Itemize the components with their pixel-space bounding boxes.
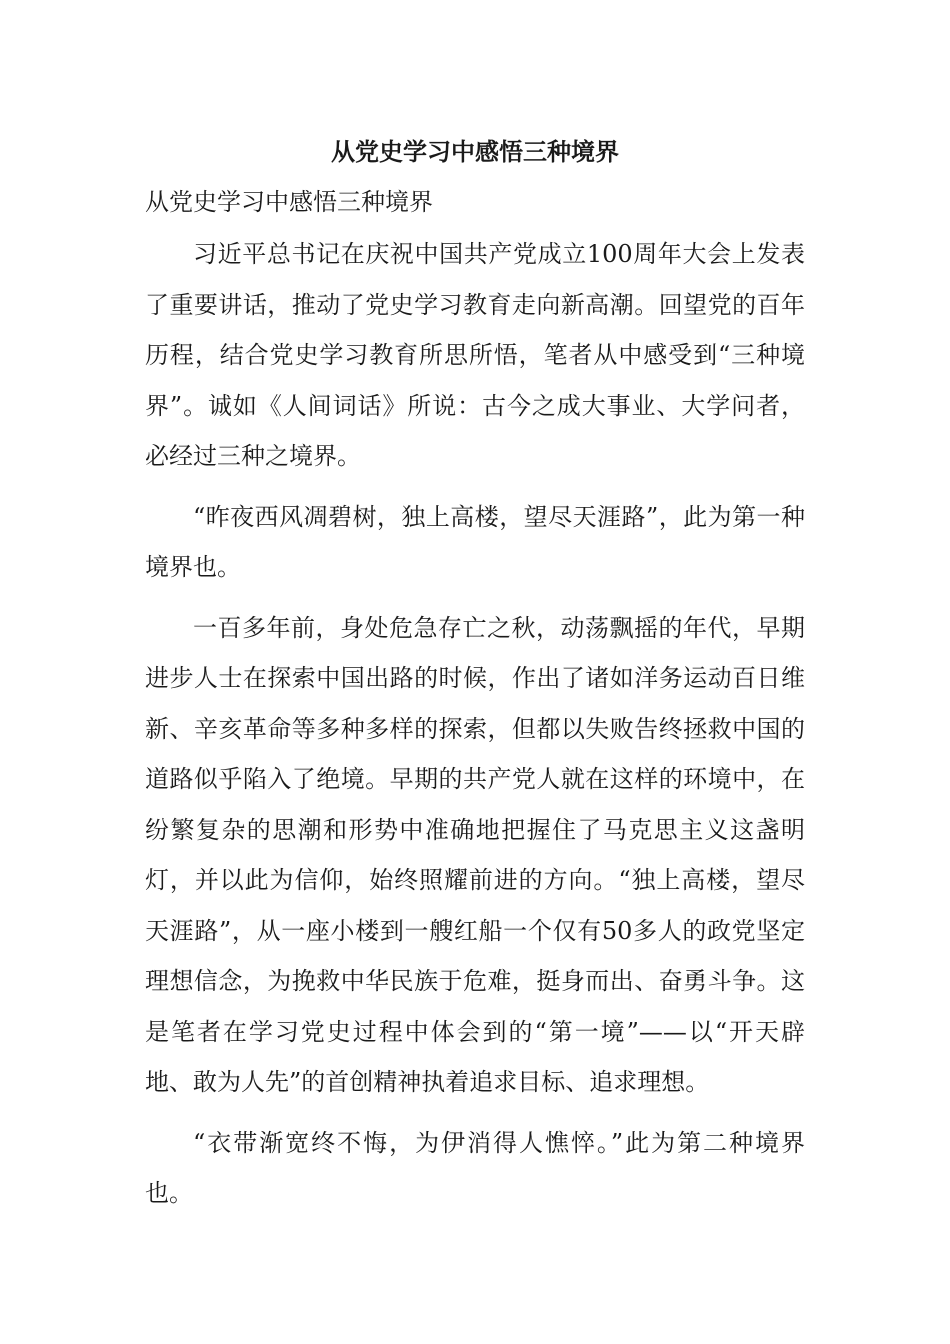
document-page — [145, 133, 805, 1229]
paragraph-4: “衣带渐宽终不悔，为伊消得人憔悴。”此为第二种境界也。 — [145, 1128, 805, 1207]
paragraph-3: 一百多年前，身处危急存亡之秋，动荡飘摇的年代，早期进步人士在探索中国出路的时候，作出了诸如洋务运动百日维新、辛亥革命等多种多样的探索，但都以失败告终拯救中国的道路似乎陷入了绝境。早期的共产党人就在这样的环境中，在纷繁复杂的思潮和形势中准确地把握住了马克思主义这盏明灯，并以此为信仰，始终照耀前进的方向。“独上高楼，望尽天涯路”，从一座小楼到一艘红船一个仅有50多人的政党坚定理想信念，为挽救中华民族于危难，挺身而出、奋勇斗争。这是笔者在学习党史过程中体会到的“第一境”——以“开天辟地、敢为人先”的首创精神执着追求目标、追求理想。 — [145, 613, 805, 1096]
page-title: 从党史学习中感悟三种境界 — [331, 137, 619, 166]
paragraph-1: 习近平总书记在庆祝中国共产党成立100周年大会上发表了重要讲话，推动了党史学习教育走向新高潮。回望党的百年历程，结合党史学习教育所思所悟，笔者从中感受到“三种境界”。诚如《人间词话》所说：古今之成大事业、大学问者，必经过三种之境界。 — [145, 240, 805, 470]
paragraph-2: “昨夜西风凋碧树，独上高楼，望尽天涯路”，此为第一种境界也。 — [145, 502, 805, 581]
article-heading: 从党史学习中感悟三种境界 — [145, 188, 433, 216]
